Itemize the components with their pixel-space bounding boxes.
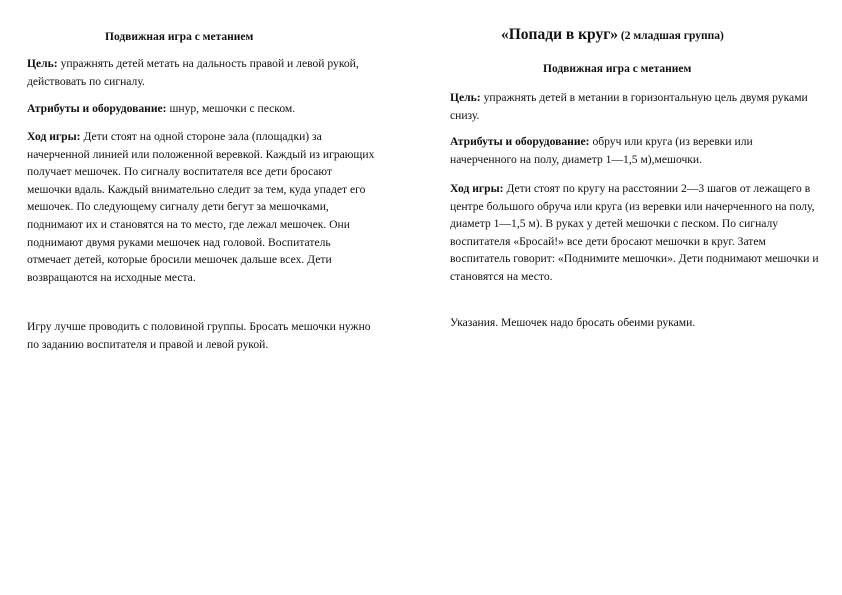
right-goal-text: упражнять детей в метании в горизонтальную цель двумя руками снизу. [450, 91, 808, 122]
left-goal-paragraph [27, 55, 377, 90]
left-course-paragraph [27, 128, 377, 286]
left-course-label: Ход игры: [27, 130, 81, 143]
left-attributes-text: шнур, мешочки с песком. [166, 102, 296, 115]
right-goal-paragraph [450, 89, 820, 124]
right-note-paragraph: Указания. Мешочек надо бросать обеими руками. [450, 316, 696, 329]
right-goal-label: Цель: [450, 91, 481, 104]
right-title-line [501, 26, 724, 44]
right-attributes-label: Атрибуты и оборудование: [450, 135, 590, 148]
group-label: (2 младшая группа) [618, 30, 724, 42]
left-subtitle: Подвижная игра с метанием [105, 31, 254, 43]
left-note-paragraph: Игру лучше проводить с половиной группы. Бросать мешочки нужно по заданию воспитателя и правой и левой рукой. [27, 320, 371, 351]
right-course-paragraph [450, 180, 820, 286]
right-course-label: Ход игры: [450, 182, 504, 195]
right-subtitle: Подвижная игра с метанием [543, 63, 692, 75]
left-course-text: Дети стоят на одной стороне зала (площадки) за начерченной линией или положенной веревкой. Каждый из играющих получает мешочек. По сигналу воспитателя все дети бросают мешочки вдаль. Каждый внимательно следит за тем, куда упадет его мешочек. По следующему сигналу дети бегут за мешочками, поднимают их и становятся на то место, где лежал мешочек. Они поднимают двумя руками мешочек над головой. Воспитатель отмечает детей, которые бросили мешочек дальше всех. Дети возвращаются на исходные места. [27, 130, 375, 284]
right-attributes-paragraph [450, 133, 820, 168]
left-goal-text: упражнять детей метать на дальность правой и левой рукой, действовать по сигналу. [27, 57, 359, 88]
left-attributes-label: Атрибуты и оборудование: [27, 102, 167, 115]
game-title: «Попади в круг» [501, 26, 619, 43]
right-course-text: Дети стоят по кругу на расстоянии 2—3 шагов от лежащего в центре большого обруча или круга (из веревки или начерченного на полу, диаметр 1—1,5 м). В руках у детей мешочки с песком. По сигналу воспитателя «Бросай!» все дети бросают мешочки в круг. Затем воспитатель говорит: «Поднимите мешочки». Дети поднимают мешочки и становятся на место. [450, 182, 819, 283]
left-attributes-paragraph [27, 100, 377, 118]
left-goal-label: Цель: [27, 57, 58, 70]
right-attributes-text: обруч или круга (из веревки или начерченного на полу, диаметр 1—1,5 м),мешочки. [450, 135, 753, 166]
